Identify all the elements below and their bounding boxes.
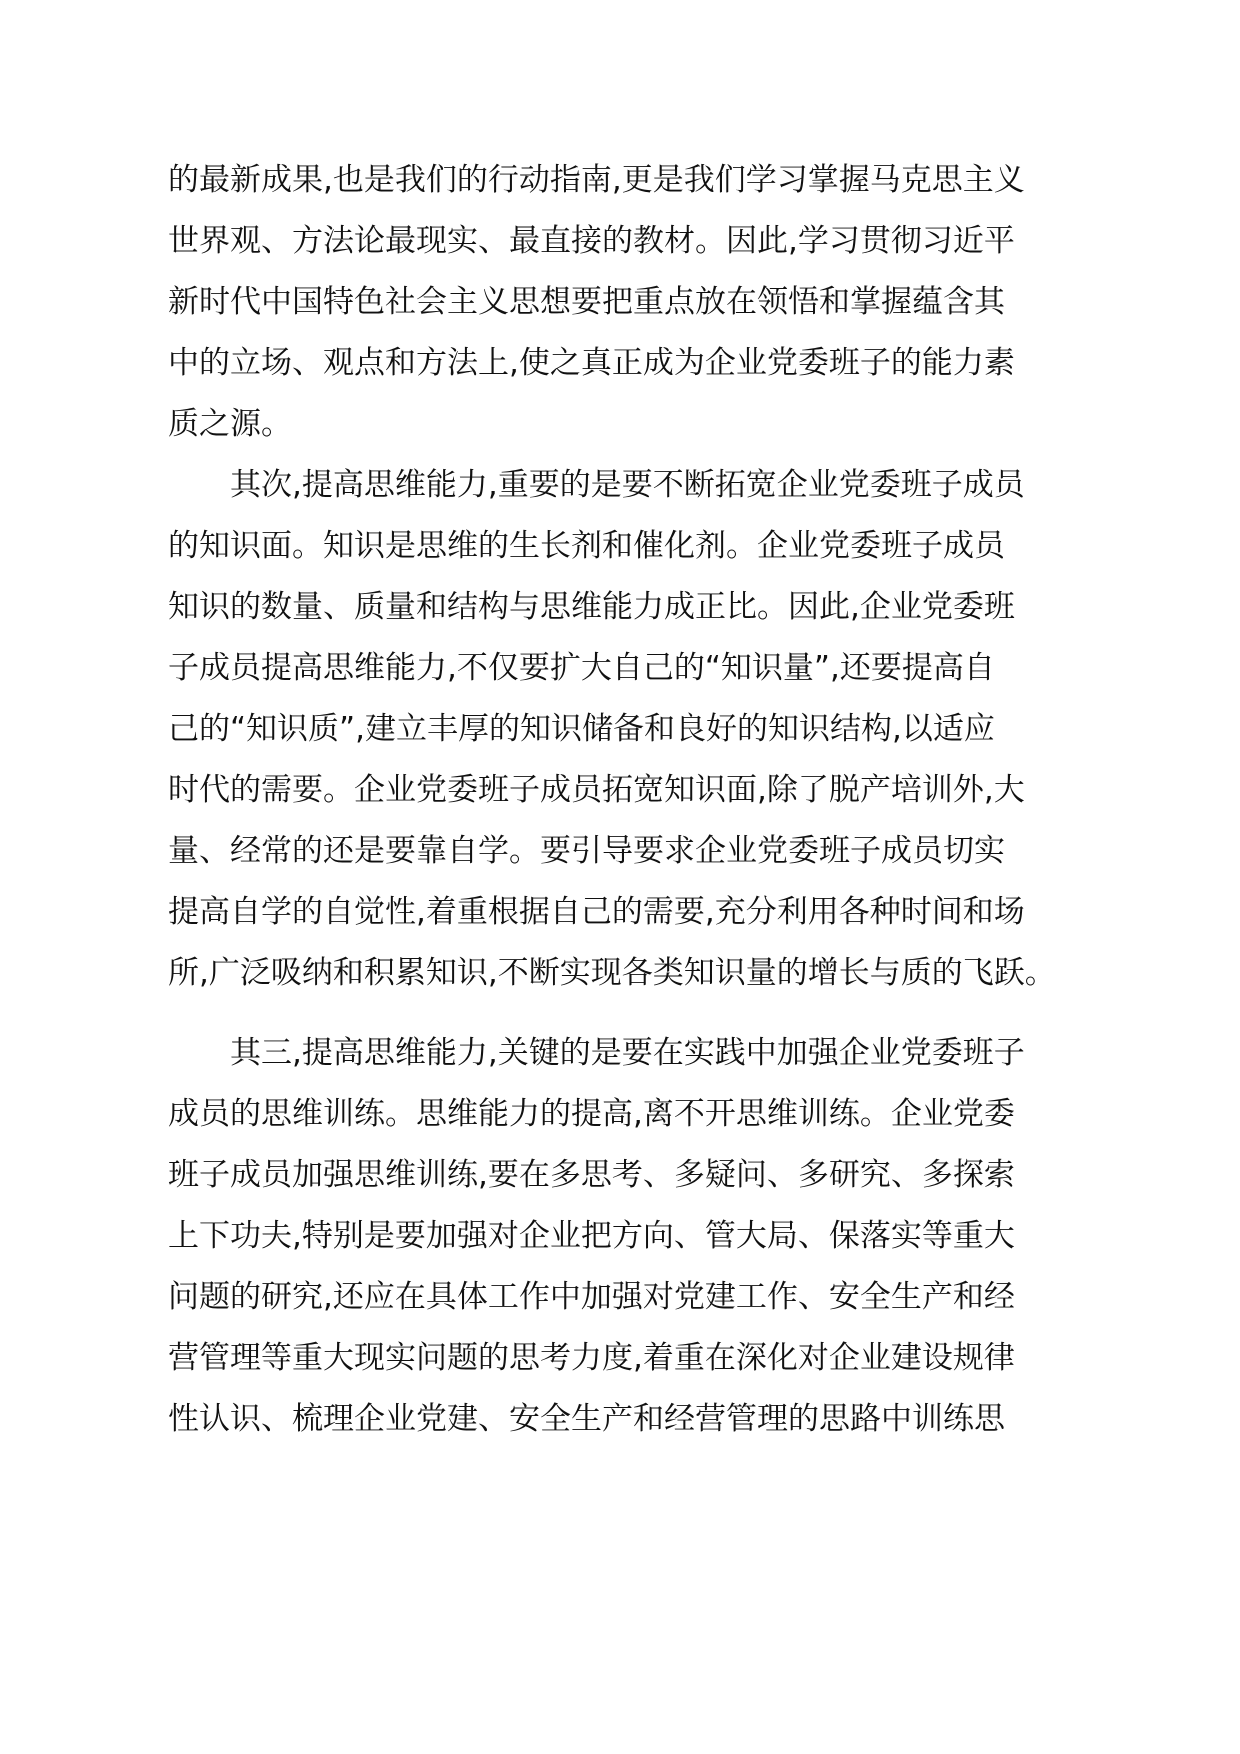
text-line: 问题的研究,还应在具体工作中加强对党建工作、安全生产和经 — [168, 1279, 1015, 1315]
text-line: 知识的数量、质量和结构与思维能力成正比。因此,企业党委班 — [168, 589, 1015, 625]
text-line: 性认识、梳理企业党建、安全生产和经营管理的思路中训练思 — [168, 1401, 1005, 1437]
text-line: 中的立场、观点和方法上,使之真正成为企业党委班子的能力素 — [168, 345, 1015, 381]
text-line: 上下功夫,特别是要加强对企业把方向、管大局、保落实等重大 — [168, 1218, 1015, 1254]
text-line: 量、经常的还是要靠自学。要引导要求企业党委班子成员切实 — [168, 833, 1005, 869]
text-line: 的知识面。知识是思维的生长剂和催化剂。企业党委班子成员 — [168, 528, 1005, 564]
text-line: 世界观、方法论最现实、最直接的教材。因此,学习贯彻习近平 — [168, 223, 1015, 259]
paragraph-1 — [168, 150, 1068, 455]
text-line: 营管理等重大现实问题的思考力度,着重在深化对企业建设规律 — [168, 1340, 1015, 1376]
text-line: 其三,提高思维能力,关键的是要在实践中加强企业党委班子 — [230, 1035, 1025, 1071]
text-line: 新时代中国特色社会主义思想要把重点放在领悟和掌握蕴含其 — [168, 284, 1005, 320]
text-line: 其次,提高思维能力,重要的是要不断拓宽企业党委班子成员 — [230, 467, 1025, 503]
text-line: 所,广泛吸纳和积累知识,不断实现各类知识量的增长与质的飞跃。 — [168, 955, 1056, 991]
text-line: 子成员提高思维能力,不仅要扩大自己的“知识量”,还要提高自 — [168, 650, 995, 686]
text-line: 质之源。 — [168, 406, 292, 442]
text-line: 时代的需要。企业党委班子成员拓宽知识面,除了脱产培训外,大 — [168, 772, 1025, 808]
text-line: 己的“知识质”,建立丰厚的知识储备和良好的知识结构,以适应 — [168, 711, 995, 747]
body-text — [168, 150, 1068, 1450]
text-line: 提高自学的自觉性,着重根据自己的需要,充分利用各种时间和场 — [168, 894, 1025, 930]
paragraph-3 — [168, 1023, 1068, 1450]
text-line: 成员的思维训练。思维能力的提高,离不开思维训练。企业党委 — [168, 1096, 1015, 1132]
paragraph-2 — [168, 455, 1068, 1004]
text-line: 的最新成果,也是我们的行动指南,更是我们学习掌握马克思主义 — [168, 162, 1025, 198]
text-line: 班子成员加强思维训练,要在多思考、多疑问、多研究、多探索 — [168, 1157, 1015, 1193]
